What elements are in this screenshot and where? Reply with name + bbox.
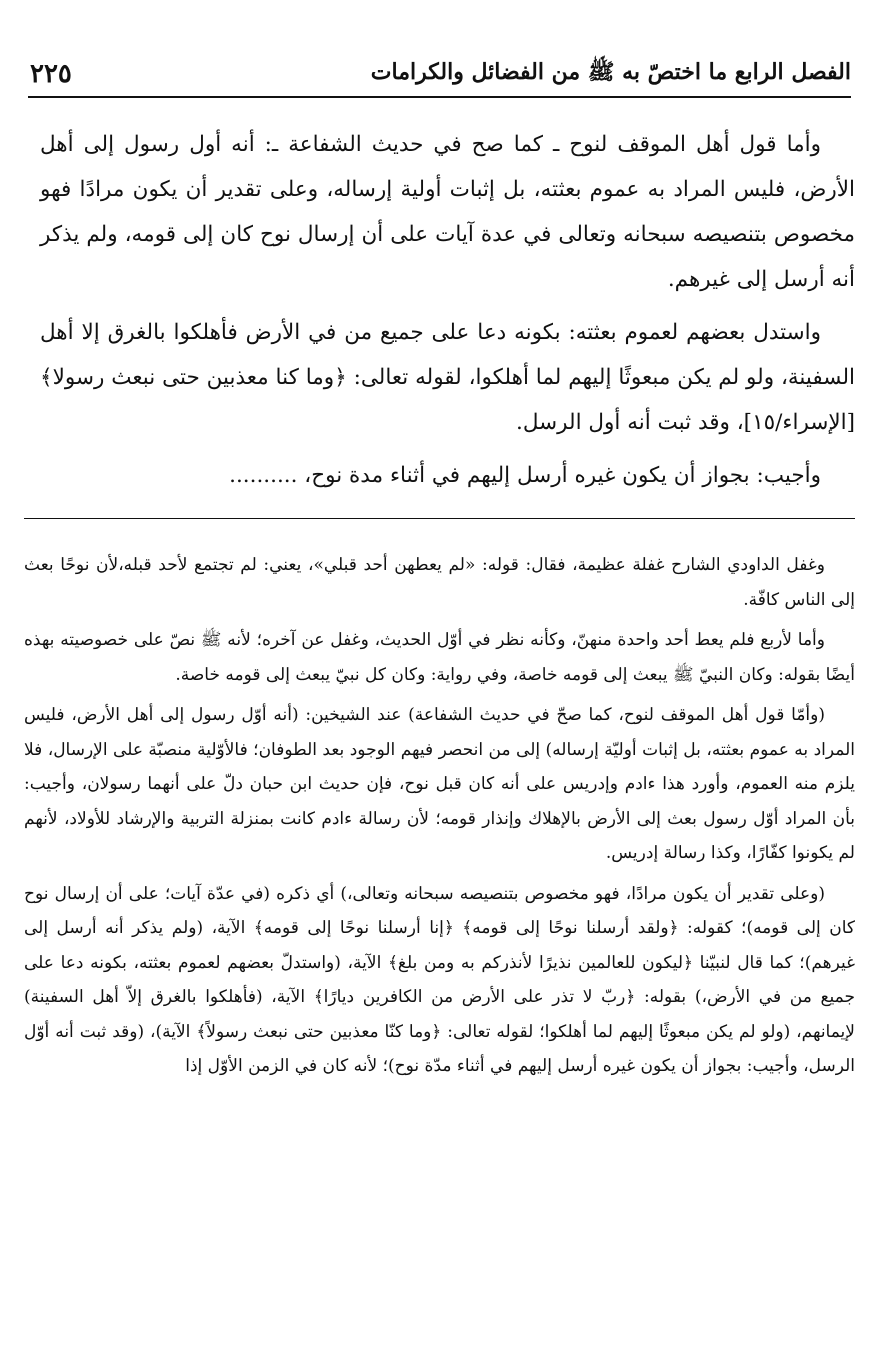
commentary-paragraph: (وعلى تقدير أن يكون مرادًا، فهو مخصوص بتنصيصه سبحانه وتعالى،) أي ذكره (في عدّة آيات؛ على أن إرسال نوح كان إلى قومه)؛ كقوله: ﴿ولقد أرسلنا نوحًا إلى قومه﴾ ﴿إنا أرسلنا نوحًا إلى قومه﴾ الآية، (ولم يذكر أنه أرسل إلى غيرهم)؛ كما قال لنبيّنا ﴿ليكون للعالمين نذيرًا لأنذركم به ومن بلغ﴾ الآية، (واستدلّ بعضهم لعموم بعثته، بكونه دعا على جميع من في الأرض،) بقوله: ﴿ربّ لا تذر على الأرض من الكافرين ديارًا﴾ الآية، (فأهلكوا بالغرق إلاّ أهل السفينة) لإيمانهم، (ولو لم يكن مبعوثًا إليهم لما أهلكوا؛ لقوله تعالى: ﴿وما كنّا معذبين حتى نبعث رسولاً﴾ الآية)، (وقد ثبت أنه أوّل الرسل، وأجيب: بجواز أن يكون غيره أرسل إليهم في أثناء مدّة نوح)؛ لأنه كان في الزمن الأوّل إذا xyxy=(24,883,855,1076)
main-text xyxy=(40,122,855,498)
main-paragraph: وأما قول أهل الموقف لنوح ـ كما صح في حديث الشفاعة ـ: أنه أول رسول إلى أهل الأرض، فليس المراد به عموم بعثته، بل إثبات أولية إرساله، وعلى تقدير أن يكون مرادًا فهو مخصوص بتنصيصه سبحانه وتعالى في عدة آيات على أن إرسال نوح كان إلى قومه، ولم يذكر أنه أرسل إلى غيرهم. xyxy=(40,132,855,292)
footnote-divider xyxy=(24,518,855,519)
main-paragraph: وأجيب: بجواز أن يكون غيره أرسل إليهم في أثناء مدة نوح، .......... xyxy=(229,463,821,488)
commentary xyxy=(24,548,855,1084)
page-number: ٢٢٥ xyxy=(30,59,72,89)
commentary-paragraph: (وأمّا قول أهل الموقف لنوح، كما صحّ في حديث الشفاعة) عند الشيخين: (أنه أوّل رسول إلى أهل الأرض، فليس المراد به عموم بعثته، بل إثبات أوليّة إرساله) إلى من انحصر فيهم الوجود بعد الطوفان؛ فالأوّلية منصبّة على الإرسال، فلا يلزم منه العموم، وأورد هذا ءادم وإدريس على أنه كان قبل نوح، فإن حديث ابن حبان دلّ على أنهما رسولان، وأجيب: بأن المراد أوّل رسول بعث إلى الأرض بالإهلاك وإنذار قومه؛ لأن رسالة ءادم كانت بمنزلة التربية والإرشاد للأولاد، لأنهم لم يكونوا كفّارًا، وكذا رسالة إدريس. xyxy=(24,705,855,863)
commentary-paragraph: وغفل الداودي الشارح غفلة عظيمة، فقال: قوله: «لم يعطهن أحد قبلي»، يعني: لم تجتمع لأحد قبله،لأن نوحًا بعث إلى الناس كافّة. xyxy=(24,555,855,610)
main-paragraph: واستدل بعضهم لعموم بعثته: بكونه دعا على جميع من في الأرض فأهلكوا بالغرق إلا أهل السفينة، ولو لم يكن مبعوثًا إليهم لما أهلكوا، لقوله تعالى: ﴿وما كنا معذبين حتى نبعث رسولا﴾ [الإسراء/١٥]، وقد ثبت أنه أول الرسل. xyxy=(40,320,855,435)
page-header xyxy=(28,52,851,98)
commentary-paragraph: وأما لأربع فلم يعط أحد واحدة منهنّ، وكأنه نظر في أوّل الحديث، وغفل عن آخره؛ لأنه ﷺ نصّ على خصوصيته بهذه أيضًا بقوله: وكان النبيّ ﷺ يبعث إلى قومه خاصة، وفي رواية: وكان كل نبيّ يبعث إلى قومه خاصة. xyxy=(24,630,855,685)
running-title: الفصل الرابع ما اختصّ به ﷺ من الفضائل والكرامات xyxy=(370,59,851,85)
